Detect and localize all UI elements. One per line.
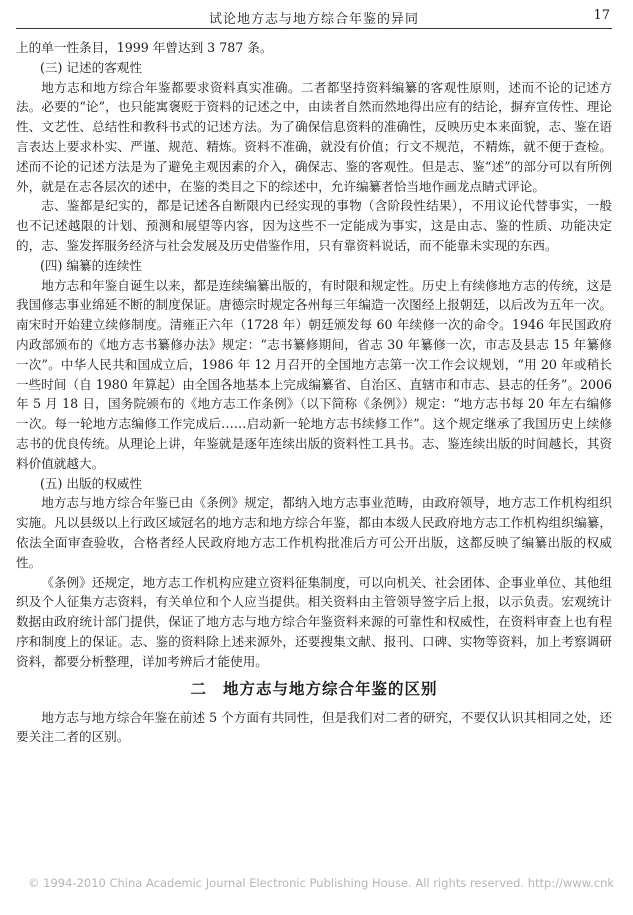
running-title: 试论地方志与地方综合年鉴的异同 [208, 12, 419, 27]
article-body [16, 38, 612, 747]
page-number: 17 [593, 8, 610, 23]
paragraph: 地方志与地方综合年鉴已由《条例》规定，都纳入地方志事业范畴，由政府领导，地方志工作机构组织实施。凡以县级以上行政区域冠名的地方志和地方综合年鉴，都由本级人民政府地方志工作机构组织编纂，依法全面审查验收，合格者经人民政府地方志工作机构批准后方可公开出版，这都反映了编纂出版的权威性。 [16, 495, 612, 570]
copyright-watermark: © 1994-2010 China Academic Journal Electronic Publishing House. All rights reserved. http://www.cnk [28, 876, 615, 890]
section-number: 二 [190, 678, 207, 698]
paragraph: 地方志和年鉴自诞生以来，都是连续编纂出版的，有时限和规定性。历史上有续修地方志的传统，这是我国修志事业绵延不断的制度保证。唐德宗时规定各州每三年编造一次图经上报朝廷，以后改为五年一次。南宋时开始建立续修制度。清雍正六年（1728 年）朝廷颁发每 60 年续修一次的命令。1946 年民国政府内政部颁布的《地方志书纂修办法》规定：“志书纂修期间，省志 30 年纂修一次，市志及县志 15 年纂修一次”。中华人民共和国成立后，1986 年 12 月召开的全国地方志第一次工作会议规划，“用 20 年或稍长一些时间（自 1980 年算起）由全国各地基本上完成编纂省、自治区、直辖市和市志、县志的任务”。2006 年 5 月 18 日，国务院颁布的《地方志工作条例》（以下简称《条例》）规定：“地方志书每 20 年左右编修一次。每一轮地方志编修工作完成后……启动新一轮地方志书续修工作”。这个规定继承了我国历史上续修志书的优良传统。从理论上讲，年鉴就是逐年连续出版的资料性工具书。志、鉴连续出版的时间越长，其资料价值就越大。 [16, 277, 612, 471]
section-title: 地方志与地方综合年鉴的区别 [223, 678, 438, 698]
paragraph-closing: 地方志与地方综合年鉴在前述 5 个方面有共同性，但是我们对二者的研究，不要仅认识其相同之处，还要关注二者的区别。 [16, 709, 612, 745]
running-header [16, 6, 612, 29]
paragraph: 《条例》还规定，地方志工作机构应建立资料征集制度，可以向机关、社会团体、企事业单位、其他组织及个人征集方志资料，有关单位和个人应当提供。相关资料由主管领导签字后上报，以示负责。宏观统计数据由政府统计部门提供，保证了地方志与地方综合年鉴资料来源的可靠性和权威性，在资料审查上也有程序和制度上的保证。志、鉴的资料除上述来源外，还要搜集文献、报刊、口碑、实物等资料，加上考察调研资料，都要分析整理，详加考辨后才能使用。 [16, 574, 612, 669]
paragraph-continuation: 上的单一性条目，1999 年曾达到 3 787 条。 [16, 40, 273, 55]
section-heading [16, 678, 612, 700]
subsection-heading-continuity: (四) 编纂的连续性 [40, 257, 142, 273]
paragraph: 志、鉴都是纪实的，都是记述各自断限内已经实现的事物（含阶段性结果），不用议论代替事实，一般也不记述越限的计划、预测和展望等内容，因为这些不一定能成为事实，这是由志、鉴的性质、功能决定的，志、鉴发挥服务经济与社会发展及历史借鉴作用，只有靠资料说话，而不能靠未实现的东西。 [16, 198, 612, 253]
paragraph: 地方志和地方综合年鉴都要求资料真实准确。二者都坚持资料编纂的客观性原则，述而不论的记述方法。必要的“论”，也只能寓褒贬于资料的记述之中，由读者自然而然地得出应有的结论，摒弃宣传性、理论性、文艺性、总结性和教科书式的记述方法。为了确保信息资料的准确性，反映历史本来面貌，志、鉴在语言表达上要求朴实、严谨、规范、精炼。资料不准确，就没有价值；行文不规范，不精炼，就不便于查检。述而不论的记述方法是为了避免主观因素的介入，确保志、鉴的客观性。但是志、鉴“述”的部分可以有所例外，就是在志各层次的述中，在鉴的类目之下的综述中，允许编纂者恰当地作画龙点睛式评论。 [16, 79, 612, 194]
subsection-heading-objectivity: (三) 记述的客观性 [40, 59, 142, 75]
subsection-heading-authority: (五) 出版的权威性 [40, 475, 142, 491]
